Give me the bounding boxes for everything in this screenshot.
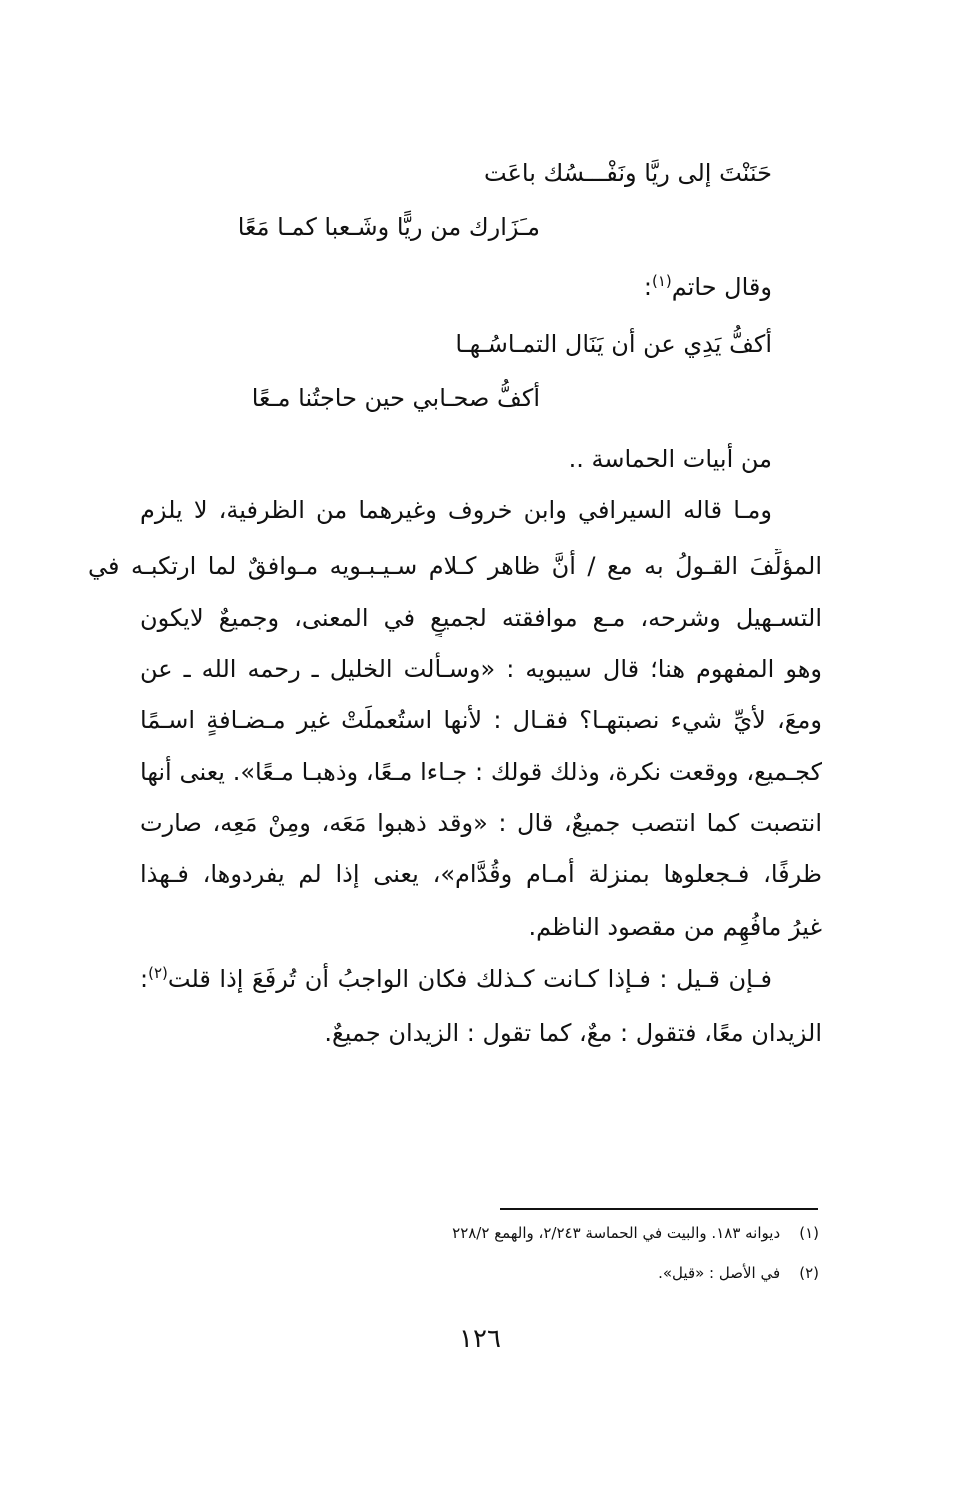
footnote-2 [658, 1262, 819, 1284]
footnote-1-number: (١) [799, 1224, 819, 1242]
paragraph2-line-1 [140, 962, 772, 998]
footnote-ref-1: (١) [651, 272, 672, 290]
footnote-2-number: (٢) [799, 1264, 819, 1282]
verse2-hemistich2: أكفُّ صحـابي حين حاجتُنا مـعًا [251, 384, 540, 412]
attribution-line [644, 270, 772, 304]
paragraph1-line-7: انتصبت كما انتصب جميعٌ، قال : «وقد ذهبوا مَعَه، ومِنْ مَعِه، صارت [140, 809, 822, 837]
verse1-hemistich2: مـَزَارك من ريًّا وشَـعبا كمـا مَعًا [237, 213, 540, 241]
paragraph1-line-8: ظرفًا، فـجعلوها بمنزلة أمـام وقُدَّام»، يعنى إذا لم يفردوها، فـهذا [140, 860, 822, 888]
paragraph2-line1-text: فـإن قـيل : فـإذا كـانت كـذلك فكان الواجبُ أن تُرفَعَ إذا قلت [167, 965, 772, 993]
footnote-separator [500, 1208, 818, 1210]
paragraph1-line-1: ومـا قاله السيرافي وابن خروف وغيرهما من الظرفية، لا يلزم [140, 496, 772, 524]
paragraph1-line-3: التسـهيل وشرحه، مـع موافقته لجميعٍ في المعنى، وجميعٌ لايكون [140, 604, 822, 632]
verse1-hemistich1: حَنَنْتَ إلى ريَّا ونَفْـــسُك باعَت [484, 159, 772, 187]
footnote-2-text: في الأصل : «قيل». [658, 1264, 781, 1282]
page-number: ١٢٦ [459, 1324, 501, 1354]
source-line: من أبيات الحماسة .. [568, 445, 772, 473]
paragraph1-line-6: كجـميع، ووقعت نكرة، وذلك قولك : جـاءا مـعًا، وذهبـا مـعًا». يعنى أنها [140, 758, 822, 786]
footnote-1-text: ديوانه ١٨٣. والبيت في الحماسة ٢/٢٤٣، والهمع ٢٢٨/٢ [452, 1224, 781, 1242]
paragraph2-line-2: الزيدان معًا، فتقول : معٌ، كما تقول : الزيدان جميعٌ. [324, 1019, 822, 1047]
attribution-colon: : [643, 273, 652, 301]
paragraph1-line-2: المؤلِّفَ القـولُ به مع / أنَّ ظاهر كـلام سـيـبـويه مـوافقٌ لما ارتكبـه في [88, 552, 822, 580]
paragraph1-line-9: غيرُ مافُهِم من مقصود الناظم. [528, 913, 822, 941]
paragraph1-line-4: وهو المفهوم هنا؛ قال سيبويه : «وسـألت الخليل ـ رحمه الله ـ عن [140, 655, 822, 683]
attribution-text: وقال حاتم [671, 273, 772, 301]
paragraph2-line1-colon: : [140, 965, 149, 993]
footnote-1 [452, 1222, 819, 1244]
footnote-ref-2: (٢) [148, 964, 168, 982]
paragraph1-line-5: ومعَ، لأيِّ شيء نصبتهـا؟ فقـال : لأنها استُعملَتْ غير مـضـافةٍ اسـمًا [140, 706, 822, 734]
verse2-hemistich1: أكفُّ يَدِي عن أن يَنَال التمـاسُـهـا [455, 330, 772, 358]
